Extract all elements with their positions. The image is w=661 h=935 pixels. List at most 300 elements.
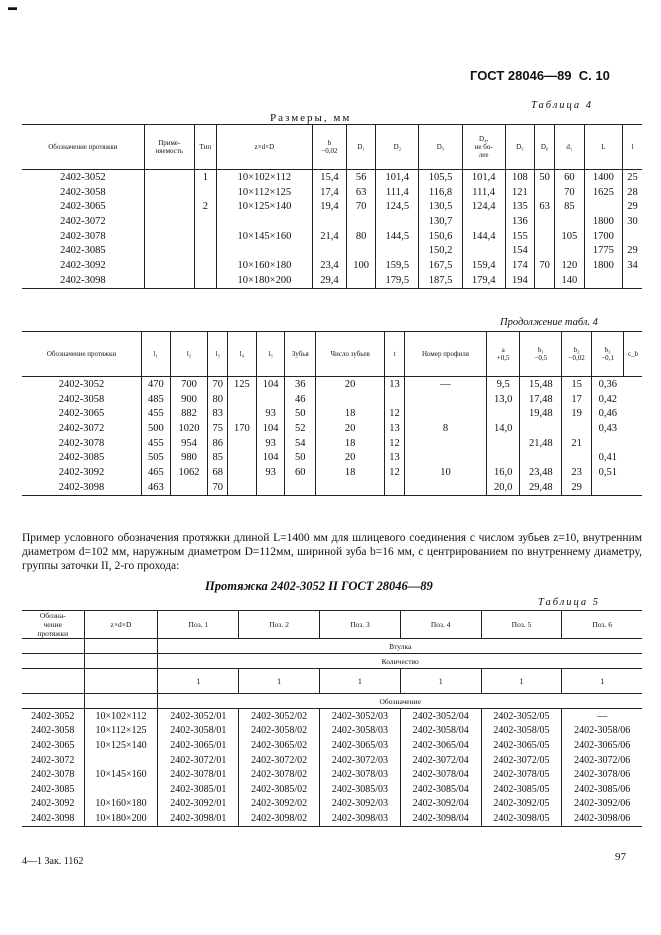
table4-cell: 28 [623,185,642,200]
page-header [470,68,610,83]
table5-cell: 2402-3058/04 [400,724,481,739]
table4b-header-1: l₁ [142,332,171,377]
table4b-cell: 465 [142,465,171,480]
table5-row [22,753,642,768]
table5-label: Таблица 5 [538,597,601,608]
table4-cell: 2402-3072 [60,215,106,227]
table4-cell: 108 [505,170,534,185]
table4-cell: 63 [346,185,375,200]
table4-cell [346,273,375,288]
table4-row [22,199,642,214]
table4b-cell: 70 [208,377,228,392]
table4b-cell: 17,48 [520,392,562,407]
table4-cell: 70 [535,258,555,273]
table4-cell [144,185,194,200]
table4-cell [216,243,312,258]
table4-header-4: b −0,02 [312,125,346,170]
table5-position: Поз. 3 [320,611,401,639]
table4b-cell [385,392,405,407]
table5-cell: 2402-3065/02 [239,738,320,753]
table4b-cell: 0,36 [591,377,623,392]
table5-col-size: z×d×D [84,611,158,639]
table4-cell: 116,8 [419,185,462,200]
table5-cell: 2402-3092/05 [481,797,562,812]
table4-cell: 136 [505,214,534,229]
table4-row [22,258,642,273]
table5-quantity: 1 [562,669,642,694]
table4-cell: 167,5 [419,258,462,273]
table4b-cell [256,480,285,495]
table4b-cell: 14,0 [487,421,520,436]
table5-cell: 2402-3078 [31,769,75,781]
table4-cell: 63 [535,199,555,214]
table4-cell: 187,5 [419,273,462,288]
table5-cell: 2402-3078/04 [400,767,481,782]
table4-row [22,185,642,200]
table4-cell: 2402-3052 [60,171,106,183]
table4-cell: 2 [194,199,216,214]
table4-cell: 120 [555,258,584,273]
table5-cell: 2402-3065/04 [400,738,481,753]
table4-cell: 30 [623,214,642,229]
table5-spacer [84,694,158,709]
page-number: 97 [615,851,626,863]
table5 [22,610,642,827]
table4b-cell: 170 [228,421,257,436]
table4b-cell: 8 [404,421,486,436]
table4-cell: 85 [555,199,584,214]
table4-cell: 29,4 [312,273,346,288]
table5-group: Втулка [158,639,642,654]
table4-cell: 2402-3098 [60,274,106,286]
table4b-cell: 13,0 [487,392,520,407]
table4-cell: 70 [555,185,584,200]
table4b-cell [228,436,257,451]
table4-cell: 60 [555,170,584,185]
table4-cell: 19,4 [312,199,346,214]
table4b-cell: 2402-3092 [58,466,105,478]
table4-cell: 1400 [584,170,623,185]
table4-cell: 1 [194,170,216,185]
table4b-cell: 29,48 [520,480,562,495]
table4-cell: 34 [623,258,642,273]
table5-row [22,724,642,739]
table4-cell: 10×180×200 [216,273,312,288]
table4-cell: 80 [346,229,375,244]
table4b-cell [520,450,562,465]
table4b-cell: 455 [142,436,171,451]
table4-cell: 1775 [584,243,623,258]
table4b-cell: 104 [256,421,285,436]
table4b-cell: 18 [316,465,385,480]
table4b-cell: 50 [285,406,316,421]
table4-cell: 105 [555,229,584,244]
table4b-header-7: Число зубьев [316,332,385,377]
table4-header-7: D₃ [419,125,462,170]
table4b-cell [404,450,486,465]
table5-cell: 2402-3078/06 [562,767,642,782]
table4-cell: 179,5 [376,273,419,288]
table4-cell [144,229,194,244]
table5-cell: 2402-3085 [31,783,75,795]
table5-row [22,811,642,826]
table4-cell [584,273,623,288]
table4-cell: 29 [623,199,642,214]
table4-cell: 1800 [584,214,623,229]
table4-cell: 23,4 [312,258,346,273]
table5-spacer [22,694,84,709]
table4-header-11: d₁ [555,125,584,170]
table4-cell [144,199,194,214]
table4b-cell: 16,0 [487,465,520,480]
table4b-teeth-group: Зубья [285,332,316,377]
table4b-cell: 980 [170,450,208,465]
table5-cell: 2402-3052 [31,710,75,722]
table4b-cell: 23,48 [520,465,562,480]
table4b-cell: 13 [385,450,405,465]
table4b-cell [228,392,257,407]
table5-cell: 2402-3072/05 [481,753,562,768]
table5-designation-label: Обозначение [158,694,642,709]
table4b-row [22,406,642,421]
table5-quantity: 1 [320,669,401,694]
table4-cell: 2402-3078 [60,230,106,242]
table5-cell: 2402-3098 [31,812,75,824]
table4b-cell: 2402-3085 [58,452,105,464]
table4b-cell [228,450,257,465]
table4-cell [535,273,555,288]
table5-cell: 2402-3078/03 [320,767,401,782]
table4b-cell: 29 [562,480,591,495]
table5-cell: 2402-3072/02 [239,753,320,768]
table4b-cell: 15 [562,377,591,392]
table5-cell: 2402-3072/04 [400,753,481,768]
table4-cell: 56 [346,170,375,185]
table4b-cell: 20 [316,421,385,436]
table5-cell: 2402-3085/02 [239,782,320,797]
table4b-cell: 1062 [170,465,208,480]
table4-cell: 10×112×125 [216,185,312,200]
table4-cell [194,273,216,288]
table4b-header-11: b₁ −0,5 [520,332,562,377]
table5-cell: 2402-3065/01 [158,738,239,753]
table4b-cell: 18 [316,406,385,421]
table4b-header-10: a +0,5 [487,332,520,377]
table4-cell: 70 [346,199,375,214]
table4-header-9: D₅ [505,125,534,170]
table5-cell: 2402-3098/04 [400,811,481,826]
table4-cell: 21,4 [312,229,346,244]
table5-spacer [84,639,158,654]
table4-row [22,273,642,288]
table5-cell: 2402-3072/03 [320,753,401,768]
table5-cell: 2402-3072/06 [562,753,642,768]
table5-cell: 2402-3058 [31,725,75,737]
table4b-cell: 2402-3098 [58,481,105,493]
table4b-cell: 20 [316,450,385,465]
table4b-cell: 2402-3072 [58,422,105,434]
table4b-cell [316,480,385,495]
table4-cell: 10×145×160 [216,229,312,244]
table4b-header-14: c_b [624,332,642,377]
table4-header-1: Приме- няемость [144,125,194,170]
table4-cell [535,229,555,244]
table5-cell: 2402-3085/06 [562,782,642,797]
table4-cell [555,243,584,258]
table4-cell [312,243,346,258]
table4b-cell: 0,41 [591,450,623,465]
table4-cell [194,185,216,200]
table4-header-0: Обозначение протяжки [22,125,144,170]
table4b-cell: 700 [170,377,208,392]
table5-row [22,797,642,812]
table4-cell: 124,5 [376,199,419,214]
table5-cell: 2402-3092/04 [400,797,481,812]
table5-cell: 2402-3052/04 [400,709,481,724]
table4-cell: 135 [505,199,534,214]
table4-cell [312,214,346,229]
table5-cell: 2402-3072/01 [158,753,239,768]
table4b-cell [562,450,591,465]
table4b-header-8: t [385,332,405,377]
table4-cell: 140 [555,273,584,288]
table5-cell: 2402-3092/01 [158,797,239,812]
table4-cell: 121 [505,185,534,200]
table4b-cell: 83 [208,406,228,421]
table5-position: Поз. 5 [481,611,562,639]
table4-cell [623,229,642,244]
table5-cell: 2402-3078/05 [481,767,562,782]
table5-cell: 10×160×180 [84,797,158,812]
table5-cell: 2402-3078/02 [239,767,320,782]
table4 [22,124,642,289]
table4b-cell: 505 [142,450,171,465]
table4b-cell [404,392,486,407]
table4b-cell: 52 [285,421,316,436]
table4b-cell [256,392,285,407]
table4b-cell [591,480,623,495]
table4b-cell: 23 [562,465,591,480]
table4b-cell: 15,48 [520,377,562,392]
table4b-row [22,392,642,407]
table5-cell [84,753,158,768]
table4-cell [535,214,555,229]
table4-cell: 194 [505,273,534,288]
table4-cell [555,214,584,229]
table4b-cell: 85 [208,450,228,465]
table4-cell: 100 [346,258,375,273]
table4-cell: 17,4 [312,185,346,200]
table4b-cell [591,436,623,451]
table4b-cell: 2402-3078 [58,437,105,449]
table4b-cell: 18 [316,436,385,451]
table4-header-8: D₄, не бо- лее [462,125,505,170]
table4-cell: 159,5 [376,258,419,273]
table4-cell: 150,6 [419,229,462,244]
table4b-cell: 0,42 [591,392,623,407]
table4-row [22,214,642,229]
table4b-cell [487,436,520,451]
example-paragraph: Пример условного обозначения протяжки длиной L=1400 мм для шлицевого соединения с числом зубьев z=10, внутренним диаметром d=102 мм, наружным диаметром D=112мм, шириной зуба b=16 мм, с центрированием по внутреннему диаметру, группы заточки II, 2-го прохода: [22,532,642,572]
table4-cell [144,258,194,273]
table4b-cell: 54 [285,436,316,451]
table4-cell: 130,7 [419,214,462,229]
table4-cell: 105,5 [419,170,462,185]
table4-header-10: D₆ [535,125,555,170]
table5-cell: 2402-3092/06 [562,797,642,812]
table5-spacer [84,654,158,669]
table4-caption: Размеры, мм [270,112,352,124]
table4b-cell: 60 [285,465,316,480]
table5-cell: 2402-3058/05 [481,724,562,739]
table5-cell: 2402-3098/02 [239,811,320,826]
table4-cell: 10×160×180 [216,258,312,273]
table4b-cell: 50 [285,450,316,465]
table5-position: Поз. 1 [158,611,239,639]
table5-cell: 2402-3085/04 [400,782,481,797]
table4-cell [623,273,642,288]
table4-header-2: Тип [194,125,216,170]
table5-row [22,709,642,724]
table5-cell: 2402-3098/05 [481,811,562,826]
table4-cell [376,243,419,258]
table5-cell: 2402-3085/05 [481,782,562,797]
table4-header-6: D₂ [376,125,419,170]
table5-cell: 2402-3065/06 [562,738,642,753]
table4-cell [194,229,216,244]
table4b-cell: 80 [208,392,228,407]
table4-cell: 50 [535,170,555,185]
table4b-cell: 17 [562,392,591,407]
table4-cell: 1700 [584,229,623,244]
table4b-cell [404,480,486,495]
table4b-cell: 2402-3052 [58,378,105,390]
table4b-cell [487,406,520,421]
table4-label: Таблица 4 [531,100,594,111]
table4b-cell: 0,46 [591,406,623,421]
table4-cell [584,199,623,214]
table4b-cell: 10 [404,465,486,480]
table4-cell: 155 [505,229,534,244]
table4-cell [144,273,194,288]
table5-row [22,782,642,797]
table4-cell [144,243,194,258]
table4-cell: 111,4 [376,185,419,200]
table5-cell: 10×112×125 [84,724,158,739]
example-designation: Протяжка 2402-3052 II ГОСТ 28046—89 [205,579,433,593]
table4-row [22,170,642,185]
table4-cell: 2402-3058 [60,186,106,198]
table4b-cell: 70 [208,480,228,495]
table5-cell: 10×102×112 [84,709,158,724]
table5-cell: 2402-3092/02 [239,797,320,812]
table4b-cell [562,421,591,436]
table4b-cell: 0,51 [591,465,623,480]
table5-cell: — [562,709,642,724]
table4b-cell: 463 [142,480,171,495]
table4b-header-3: l₃ [208,332,228,377]
table4-cell [535,185,555,200]
table5-quantity: 1 [158,669,239,694]
table4-header-5: D₁ [346,125,375,170]
table5-cell: 2402-3098/03 [320,811,401,826]
table4b-cell: 19 [562,406,591,421]
table5-row [22,767,642,782]
table4-cell: 174 [505,258,534,273]
table4b-header-4: l₄ [228,332,257,377]
table4-cell [376,214,419,229]
table4b-cell: 455 [142,406,171,421]
table4b-header-12: b₂ −0,02 [562,332,591,377]
table4-cell [346,214,375,229]
table4-row [22,243,642,258]
table4-header-13: l [623,125,642,170]
table4b-cell: 68 [208,465,228,480]
table5-cell: 10×180×200 [84,811,158,826]
table5-quantity: 1 [239,669,320,694]
table4-cell: 2402-3085 [60,245,106,257]
table4b-label: Продолжение табл. 4 [500,317,598,328]
table5-spacer [84,669,158,694]
table4b-cell [285,480,316,495]
table4b-header-2: l₂ [170,332,208,377]
table4b-row [22,450,642,465]
table5-cell: 2402-3052/03 [320,709,401,724]
table4b-cell: 86 [208,436,228,451]
table4b-cell: 13 [385,421,405,436]
table4b-cell: 13 [385,377,405,392]
table5-position: Поз. 4 [400,611,481,639]
table4-cell: 179,4 [462,273,505,288]
table4b-cell: 46 [285,392,316,407]
table5-row [22,738,642,753]
table5-spacer [22,669,84,694]
table5-cell: 2402-3092/03 [320,797,401,812]
footer-left: 4—1 Зак. 1162 [22,856,84,867]
table5-cell: 2402-3092 [31,798,75,810]
table4b-cell: 12 [385,465,405,480]
table4b-cell [228,480,257,495]
table4b-cell: 125 [228,377,257,392]
table4b-row [22,436,642,451]
table5-cell: 2402-3065 [31,739,75,751]
table5-position: Поз. 6 [562,611,642,639]
table4b-cell [520,421,562,436]
table4-cell: 130,5 [419,199,462,214]
table4b-cell: 75 [208,421,228,436]
table5-cell: 10×125×140 [84,738,158,753]
table4-cell: 101,4 [462,170,505,185]
table5-position: Поз. 2 [239,611,320,639]
table5-cell: 2402-3098/01 [158,811,239,826]
table5-cell [84,782,158,797]
table4b-cell: — [404,377,486,392]
table4b-cell [316,392,385,407]
table4b-cell [385,480,405,495]
table4b-cell: 12 [385,406,405,421]
table4-cell [462,243,505,258]
table4b-cell: 93 [256,436,285,451]
table5-cell: 2402-3058/03 [320,724,401,739]
table4b-cell [228,406,257,421]
table4b-cell: 500 [142,421,171,436]
table4-cell: 144,4 [462,229,505,244]
table4b-cell: 12 [385,436,405,451]
table4-cell: 101,4 [376,170,419,185]
table5-cell: 2402-3052/01 [158,709,239,724]
table5-cell: 2402-3058/02 [239,724,320,739]
table4b-cell: 1020 [170,421,208,436]
